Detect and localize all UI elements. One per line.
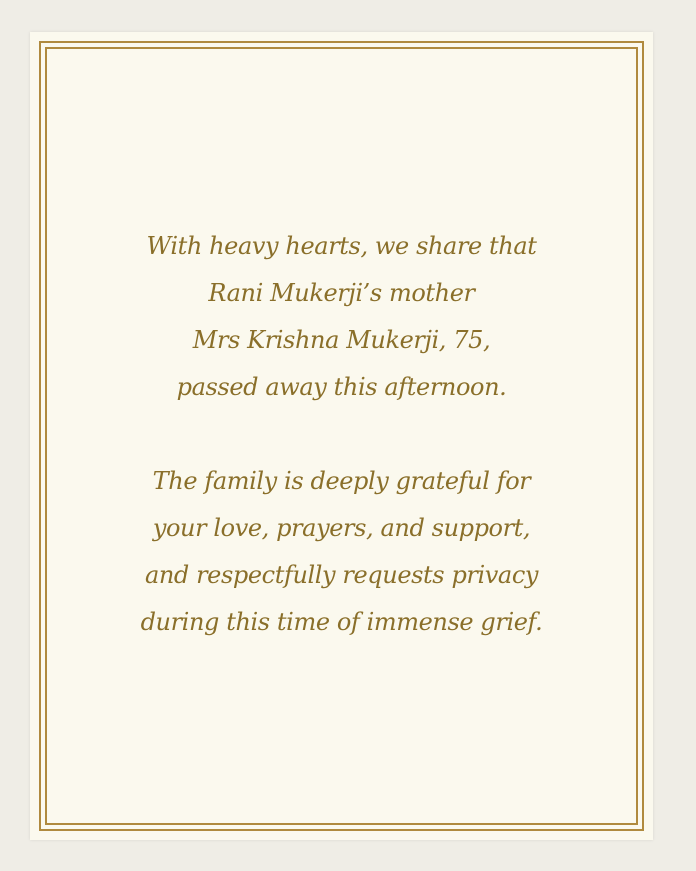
message-line: With heavy hearts, we share that xyxy=(146,232,537,260)
paragraph-spacer xyxy=(30,411,653,458)
message-line: The family is deeply grateful for xyxy=(152,467,531,495)
message-line: Rani Mukerji’s mother xyxy=(208,279,475,307)
condolence-card xyxy=(30,32,653,840)
condolence-message xyxy=(30,223,653,646)
message-line: passed away this afternoon. xyxy=(176,373,507,401)
message-line: during this time of immense grief. xyxy=(140,608,543,636)
message-line: and respectfully requests privacy xyxy=(144,561,539,589)
message-line: Mrs Krishna Mukerji, 75, xyxy=(192,326,491,354)
message-line: your love, prayers, and support, xyxy=(152,514,531,542)
